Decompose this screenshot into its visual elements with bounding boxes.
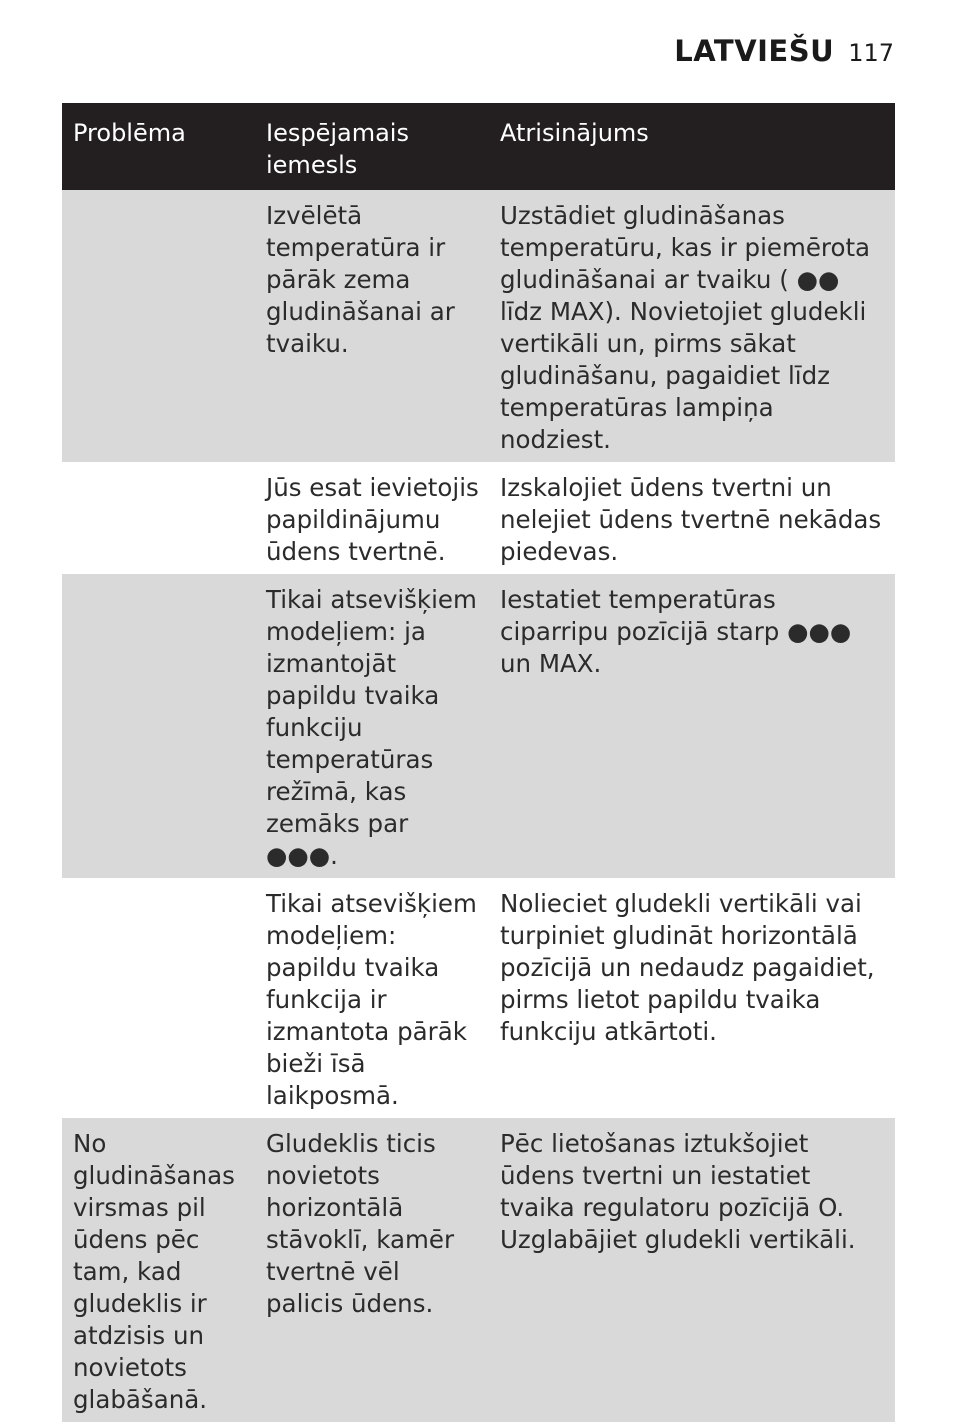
- language-heading: LATVIEŠU: [674, 34, 835, 68]
- table-row: [62, 878, 895, 1118]
- solution-cell: Nolieciet gludekli vertikāli vai turpiniet gludināt horizontālā pozīcijā un nedaudz pagaidiet, pirms lietot papildu tvaika funkciju atkārtoti.: [489, 878, 895, 1118]
- table-header-row: [62, 103, 895, 190]
- troubleshooting-table: [62, 103, 895, 1422]
- problem-cell: [62, 462, 255, 574]
- table-row: [62, 190, 895, 462]
- cause-cell: Izvēlētā temperatūra ir pārāk zema gludināšanai ar tvaiku.: [255, 190, 489, 462]
- cause-cell: Tikai atsevišķiem modeļiem: ja izmantojāt papildu tvaika funkciju temperatūras režīmā, kas zemāks par ●●●.: [255, 574, 489, 878]
- column-header-solution: Atrisinājums: [489, 103, 895, 190]
- cause-cell: Gludeklis ticis novietots horizontālā stāvoklī, kamēr tvertnē vēl palicis ūdens.: [255, 1118, 489, 1422]
- problem-cell: [62, 574, 255, 878]
- problem-cell: [62, 190, 255, 462]
- cause-cell: Jūs esat ievietojis papildinājumu ūdens tvertnē.: [255, 462, 489, 574]
- table-row: [62, 574, 895, 878]
- column-header-problem: Problēma: [62, 103, 255, 190]
- column-header-cause: Iespējamais iemesls: [255, 103, 489, 190]
- problem-cell: No gludināšanas virsmas pil ūdens pēc tam, kad gludeklis ir atdzisis un novietots glabāšanā.: [62, 1118, 255, 1422]
- problem-cell: [62, 878, 255, 1118]
- solution-cell: Izskalojiet ūdens tvertni un nelejiet ūdens tvertnē nekādas piedevas.: [489, 462, 895, 574]
- table-row: [62, 1118, 895, 1422]
- solution-cell: Iestatiet temperatūras ciparripu pozīcijā starp ●●● un MAX.: [489, 574, 895, 878]
- solution-cell: Pēc lietošanas iztukšojiet ūdens tvertni un iestatiet tvaika regulatoru pozīcijā O. Uzglabājiet gludekli vertikāli.: [489, 1118, 895, 1422]
- table-row: [62, 462, 895, 574]
- cause-cell: Tikai atsevišķiem modeļiem: papildu tvaika funkcija ir izmantota pārāk bieži īsā laikposmā.: [255, 878, 489, 1118]
- solution-cell: Uzstādiet gludināšanas temperatūru, kas ir piemērota gludināšanai ar tvaiku ( ●● līdz MAX). Novietojiet gludekli vertikāli un, pirms sākat gludināšanu, pagaidiet līdz temperatūras lampiņa nodziest.: [489, 190, 895, 462]
- page-header: [674, 34, 894, 68]
- page-number: 117: [848, 39, 894, 67]
